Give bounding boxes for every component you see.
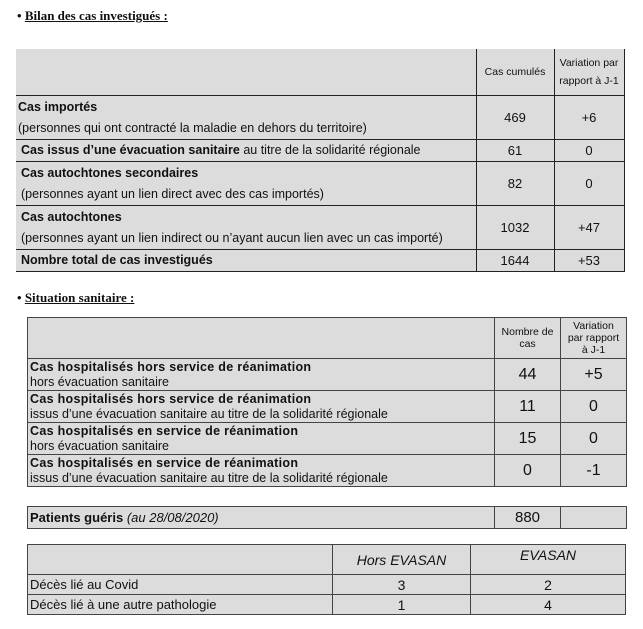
header-blank: [28, 545, 333, 575]
cell-cumules: 469: [476, 96, 554, 140]
section-title-bilan: [17, 8, 168, 24]
table-row: [16, 162, 624, 206]
cell-cumules: 61: [476, 140, 554, 162]
header-variation: Variation par rapport à J-1: [561, 318, 627, 359]
section-title-situation: [17, 290, 134, 306]
cell-variation: +53: [554, 250, 624, 272]
table-row: [16, 96, 624, 140]
cell-variation: 0: [561, 391, 627, 423]
header-hors-evasan: Hors EVASAN: [333, 545, 471, 575]
row-label: Cas autochtones (personnes ayant un lien indirect ou n’ayant aucun lien avec un cas importé): [16, 206, 476, 250]
cell-nombre: 0: [495, 455, 561, 487]
row-label: Cas hospitalisés hors service de réanimation hors évacuation sanitaire: [28, 359, 495, 391]
row-label: Cas hospitalisés hors service de réanimation issus d’une évacuation sanitaire au titre de la solidarité régionale: [28, 391, 495, 423]
cell-cumules: 82: [476, 162, 554, 206]
situation-title: Situation sanitaire :: [24, 290, 135, 305]
row-label: Cas importés (personnes qui ont contracté la maladie en dehors du territoire): [16, 96, 476, 140]
cell-variation: -1: [561, 455, 627, 487]
table-row: [16, 206, 624, 250]
gueris-table: [27, 506, 627, 529]
header-variation: Variation par rapport à J-1: [554, 49, 624, 96]
row-label: Décès lié à une autre pathologie: [28, 595, 333, 615]
row-label: Cas issus d’une évacuation sanitaire au titre de la solidarité régionale: [16, 140, 476, 162]
row-label: Décès lié au Covid: [28, 575, 333, 595]
cell-variation: 0: [554, 162, 624, 206]
deces-table: [27, 544, 626, 615]
cell-variation: +5: [561, 359, 627, 391]
gueris-variation: [561, 507, 627, 529]
cell-hors-evasan: 3: [333, 575, 471, 595]
table-row: [28, 595, 626, 615]
table-row: [28, 455, 627, 487]
cell-variation: +6: [554, 96, 624, 140]
table-row-total: [16, 250, 624, 272]
table-row: [28, 359, 627, 391]
row-label: Nombre total de cas investigués: [16, 250, 476, 272]
header-nombre-de-cas: Nombre de cas: [495, 318, 561, 359]
header-evasan: EVASAN: [471, 545, 626, 575]
cell-cumules: 1032: [476, 206, 554, 250]
cell-variation: 0: [554, 140, 624, 162]
table-header-row: [16, 49, 624, 96]
cell-variation: +47: [554, 206, 624, 250]
gueris-value: 880: [495, 507, 561, 529]
cell-hors-evasan: 1: [333, 595, 471, 615]
header-cas-cumules: Cas cumulés: [476, 49, 554, 96]
bilan-title: Bilan des cas investigués :: [24, 8, 168, 23]
table-row: [28, 575, 626, 595]
row-label: Cas hospitalisés en service de réanimation hors évacuation sanitaire: [28, 423, 495, 455]
cell-evasan: 2: [471, 575, 626, 595]
bullet: •: [17, 290, 22, 305]
cell-variation: 0: [561, 423, 627, 455]
situation-table: [27, 317, 627, 487]
cell-evasan: 4: [471, 595, 626, 615]
cell-nombre: 15: [495, 423, 561, 455]
table-row: [28, 423, 627, 455]
bullet: •: [17, 8, 22, 23]
header-blank: [16, 49, 476, 96]
bilan-table: [16, 49, 625, 272]
table-header-row: [28, 318, 627, 359]
cell-nombre: 44: [495, 359, 561, 391]
cell-nombre: 11: [495, 391, 561, 423]
table-header-row: [28, 545, 626, 575]
table-row: [28, 391, 627, 423]
cell-cumules: 1644: [476, 250, 554, 272]
row-label: Cas hospitalisés en service de réanimation issus d’une évacuation sanitaire au titre de la solidarité régionale: [28, 455, 495, 487]
gueris-label: Patients guéris (au 28/08/2020): [30, 510, 219, 525]
table-row: [28, 507, 627, 529]
row-label: Cas autochtones secondaires (personnes ayant un lien direct avec des cas importés): [16, 162, 476, 206]
table-row: [16, 140, 624, 162]
header-blank: [28, 318, 495, 359]
